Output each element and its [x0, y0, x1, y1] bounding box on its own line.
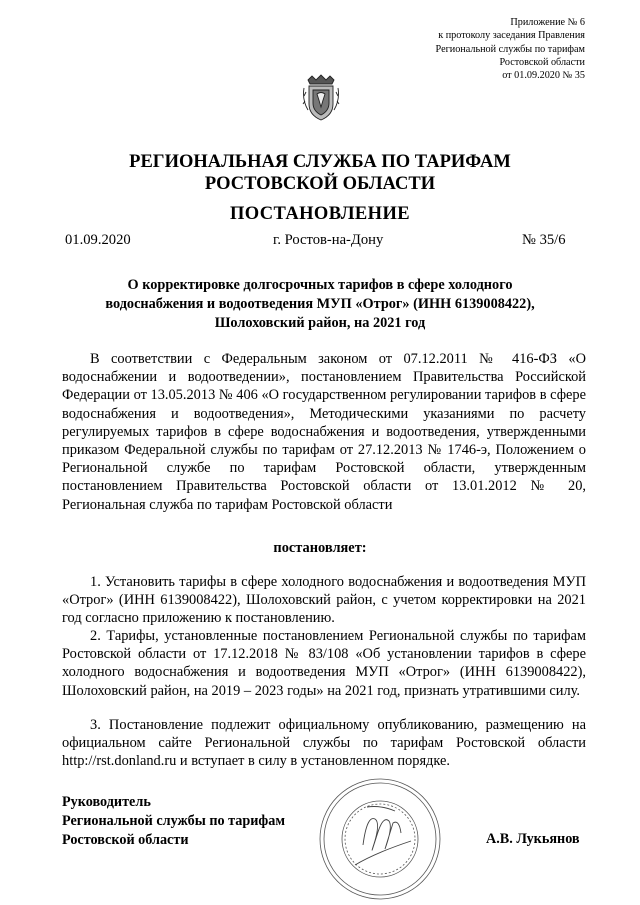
org-name-line2: РОСТОВСКОЙ ОБЛАСТИ	[204, 174, 436, 194]
document-type-title: ПОСТАНОВЛЕНИЕ	[229, 204, 410, 224]
document-date: 01.09.2020	[65, 232, 131, 248]
document-number: № 35/6	[522, 232, 566, 248]
resolution-item-3: 3. Постановление подлежит официальному опубликованию, размещению на официальном сайте Региональной службы по тарифам Ростовской области http://rst.donland.ru и вступает в силу в установленном порядке.	[62, 717, 586, 770]
appendix-line: Приложение № 6	[510, 17, 585, 28]
coat-of-arms-icon	[302, 74, 340, 122]
signatory-title-line: Ростовской области	[62, 832, 189, 848]
document-city: г. Ростов-на-Дону	[273, 232, 384, 248]
signatory-title-line: Руководитель	[62, 794, 151, 810]
signatory-title	[62, 793, 285, 850]
document-subject	[60, 276, 580, 333]
signatory-name: А.В. Лукьянов	[486, 831, 580, 847]
preamble-paragraph: В соответствии с Федеральным законом от 07.12.2011 № 416-ФЗ «О водоснабжении и водоотведении», постановлением Правительства Российской Федерации от 13.05.2013 № 406 «О государственном регулировании тарифов в сфере водоснабжения и водоотведения», Методическими указаниями по расчету регулируемых тарифов в сфере водоснабжения и водоотведения, утвержденными приказом Федеральной службы по тарифам от 27.12.2013 № 1746-э, Положением о Региональной службе по тарифам Ростовской области, утвержденным постановлением Правительства Ростовской области от 13.01.2012 № 20, Региональная служба по тарифам Ростовской области	[62, 351, 586, 513]
appendix-line: от 01.09.2020 № 35	[502, 70, 585, 82]
org-name-line1: РЕГИОНАЛЬНАЯ СЛУЖБА ПО ТАРИФАМ	[129, 152, 511, 172]
appendix-note	[436, 16, 585, 82]
appendix-line: Региональной службы по тарифам	[435, 43, 585, 55]
resolution-item-2: 2. Тарифы, установленные постановлением Региональной службы по тарифам Ростовской области от 17.12.2018 № 83/108 «Об установлении тарифов в сфере холодного водоснабжения и водоотведения МУП «Отрог» (ИНН 6139008422), Шолоховский район, на 2019 – 2023 годы» на 2021 год, признать утратившими силу.	[62, 628, 586, 699]
appendix-line: к протоколу заседания Правления	[438, 30, 585, 42]
appendix-line: Ростовской области	[499, 56, 585, 68]
resolves-heading: постановляет:	[273, 540, 367, 556]
resolution-item-1: 1. Установить тарифы в сфере холодного водоснабжения и водоотведения МУП «Отрог» (ИНН 6139008422), Шолоховский район, с учетом корректировки на 2021 год согласно приложению к постановлению.	[62, 574, 586, 627]
seal-signature-icon	[315, 775, 445, 903]
subject-line: О корректировке долгосрочных тарифов в сфере холодного	[127, 277, 513, 293]
subject-line: водоснабжения и водоотведения МУП «Отрог» (ИНН 6139008422),	[105, 296, 535, 312]
subject-line: Шолоховский район, на 2021 год	[214, 315, 426, 331]
signatory-title-line: Региональной службы по тарифам	[62, 813, 286, 829]
